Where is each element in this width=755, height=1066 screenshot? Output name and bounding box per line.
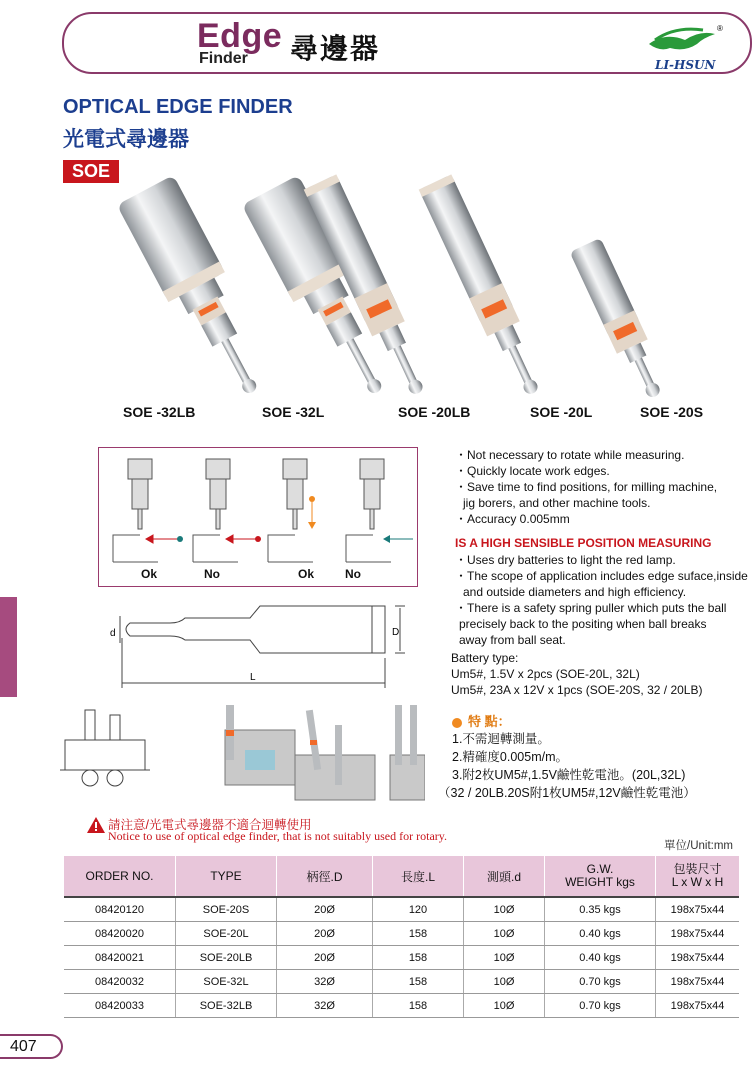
cell-package: 198x75x44	[656, 946, 740, 970]
cell-shank: 20Ø	[277, 946, 373, 970]
cell-length: 158	[373, 946, 464, 970]
cell-length: 158	[373, 922, 464, 946]
cell-type: SOE-32L	[176, 970, 277, 994]
sensible-line: and outside diameters and high efficiency.	[463, 585, 687, 599]
product-label-soe-20l: SOE -20L	[530, 404, 593, 420]
cell-type: SOE-20L	[176, 922, 277, 946]
product-label-soe-20s: SOE -20S	[640, 404, 704, 420]
cell-probe: 10Ø	[464, 897, 545, 922]
col-probe-d: 測頭.d	[464, 856, 545, 897]
cell-shank: 20Ø	[277, 897, 373, 922]
feature-line: ・Accuracy 0.005mm	[455, 512, 570, 526]
cell-probe: 10Ø	[464, 970, 545, 994]
feature-line: ・Not necessary to rotate while measuring.	[455, 448, 685, 462]
application-photo-1	[225, 705, 295, 785]
battery-line: Um5#, 23A x 12V x 1pcs (SOE-20S, 32 / 20LB)	[451, 683, 703, 697]
product-label-soe-32l: SOE -32L	[262, 404, 325, 420]
product-label-soe-32lb: SOE -32LB	[123, 404, 196, 420]
cn-feature-line: （32 / 20LB.20S附1枚UM5#,12V鹼性乾電池）	[438, 786, 696, 800]
sensible-line: precisely back to the positing when ball breaks	[459, 617, 707, 631]
feature-line: jig borers, and other machine tools.	[463, 496, 651, 510]
warning-icon	[86, 816, 106, 834]
lineart-setup	[60, 710, 150, 786]
product-label-soe-20lb: SOE -20LB	[398, 404, 471, 420]
side-tab	[0, 597, 17, 697]
cell-type: SOE-20S	[176, 897, 277, 922]
cell-probe: 10Ø	[464, 922, 545, 946]
sensible-list	[455, 552, 748, 648]
cell-length: 120	[373, 897, 464, 922]
feature-line: ・Save time to find positions, for milling machine,	[455, 480, 718, 494]
cell-type: SOE-20LB	[176, 946, 277, 970]
cell-package: 198x75x44	[656, 922, 740, 946]
usage-diagram	[98, 447, 418, 587]
cell-weight: 0.35 kgs	[545, 897, 656, 922]
sensible-line: ・Uses dry batteries to light the red lamp.	[455, 553, 676, 567]
cell-length: 158	[373, 994, 464, 1018]
col-length-l: 長度.L	[373, 856, 464, 897]
battery-info	[451, 650, 702, 698]
usage-label-3: Ok	[298, 567, 315, 581]
battery-title: Battery type:	[451, 651, 519, 665]
cell-probe: 10Ø	[464, 946, 545, 970]
col-order-no: ORDER NO.	[64, 856, 176, 897]
dim-label-d: d	[110, 628, 116, 639]
header-cn-title: 尋邊器	[290, 33, 381, 64]
feature-list	[455, 447, 717, 527]
cell-order: 08420021	[64, 946, 176, 970]
application-photo-2	[295, 710, 375, 800]
cell-shank: 32Ø	[277, 994, 373, 1018]
cell-type: SOE-32LB	[176, 994, 277, 1018]
cell-weight: 0.70 kgs	[545, 994, 656, 1018]
cell-length: 158	[373, 970, 464, 994]
battery-line: Um5#, 1.5V x 2pcs (SOE-20L, 32L)	[451, 667, 640, 681]
sensible-heading: IS A HIGH SENSIBLE POSITION MEASURING	[455, 536, 712, 550]
cell-package: 198x75x44	[656, 897, 740, 922]
application-illustrations	[60, 700, 425, 805]
col-package: 包裝尺寸 L x W x H	[656, 856, 740, 897]
page-title-cn: 光電式尋邊器	[63, 128, 189, 151]
unit-label: 單位/Unit:mm	[664, 840, 733, 852]
cell-order: 08420120	[64, 897, 176, 922]
cell-order: 08420033	[64, 994, 176, 1018]
dim-label-L: L	[250, 672, 256, 683]
dim-label-D: D	[392, 627, 400, 638]
product-images	[60, 170, 750, 410]
col-type: TYPE	[176, 856, 277, 897]
table-header-row	[64, 856, 739, 897]
sensible-line: ・The scope of application includes edge suface,inside	[455, 569, 748, 583]
product-soe-20s-image	[570, 238, 671, 404]
usage-ok-left	[113, 459, 158, 562]
product-soe-20l-image	[419, 174, 550, 400]
application-photo-3	[390, 705, 425, 800]
cell-weight: 0.40 kgs	[545, 922, 656, 946]
sensible-line: away from ball seat.	[459, 633, 566, 647]
table-row	[64, 922, 739, 946]
page-title: OPTICAL EDGE FINDER	[63, 96, 293, 118]
cell-order: 08420020	[64, 922, 176, 946]
usage-no-1	[193, 459, 238, 562]
cell-shank: 32Ø	[277, 970, 373, 994]
table-row	[64, 994, 739, 1018]
dimension-drawing	[100, 598, 410, 693]
cn-feature-line: 3.附2枚UM5#,1.5V鹼性乾電池。(20L,32L)	[452, 768, 686, 782]
feature-line: ・Quickly locate work edges.	[455, 464, 610, 478]
notice-cn: 請注意/光電式尋邊器不適合迴轉使用	[108, 818, 312, 832]
col-weight: G.W. WEIGHT kgs	[545, 856, 656, 897]
table-row	[64, 897, 739, 922]
table-row	[64, 970, 739, 994]
page-number: 407	[0, 1034, 63, 1059]
usage-label-1: Ok	[141, 567, 158, 581]
bullet-icon	[452, 718, 462, 728]
spec-table	[64, 856, 739, 1018]
usage-label-4: No	[345, 567, 361, 581]
usage-ok-right	[268, 459, 313, 562]
usage-no-2	[346, 459, 391, 562]
cn-feature-line: 1.不需迴轉測量。	[452, 732, 550, 746]
usage-label-2: No	[204, 567, 220, 581]
cell-weight: 0.70 kgs	[545, 970, 656, 994]
notice-en: Notice to use of optical edge finder, that is not suitably used for rotary.	[108, 829, 447, 843]
cell-weight: 0.40 kgs	[545, 946, 656, 970]
sensible-line: ・There is a safety spring puller which puts the ball	[455, 601, 727, 615]
logo-text: LI-HSUN	[655, 58, 716, 72]
col-shank-d: 柄徑.D	[277, 856, 373, 897]
li-hsun-logo-icon	[645, 22, 725, 58]
registered-mark: ®	[717, 24, 723, 33]
cn-feature-line: 2.精確度0.005m/m。	[452, 750, 569, 764]
cell-package: 198x75x44	[656, 970, 740, 994]
cell-order: 08420032	[64, 970, 176, 994]
header-finder-text: Finder	[199, 50, 248, 67]
cn-feature-heading	[452, 711, 511, 730]
table-row	[64, 946, 739, 970]
cn-feature-heading-text: 特 點：	[468, 714, 511, 729]
cell-package: 198x75x44	[656, 994, 740, 1018]
cell-probe: 10Ø	[464, 994, 545, 1018]
model-badge: SOE	[63, 160, 119, 183]
header-edge-text: Edge	[197, 17, 283, 55]
cell-shank: 20Ø	[277, 922, 373, 946]
